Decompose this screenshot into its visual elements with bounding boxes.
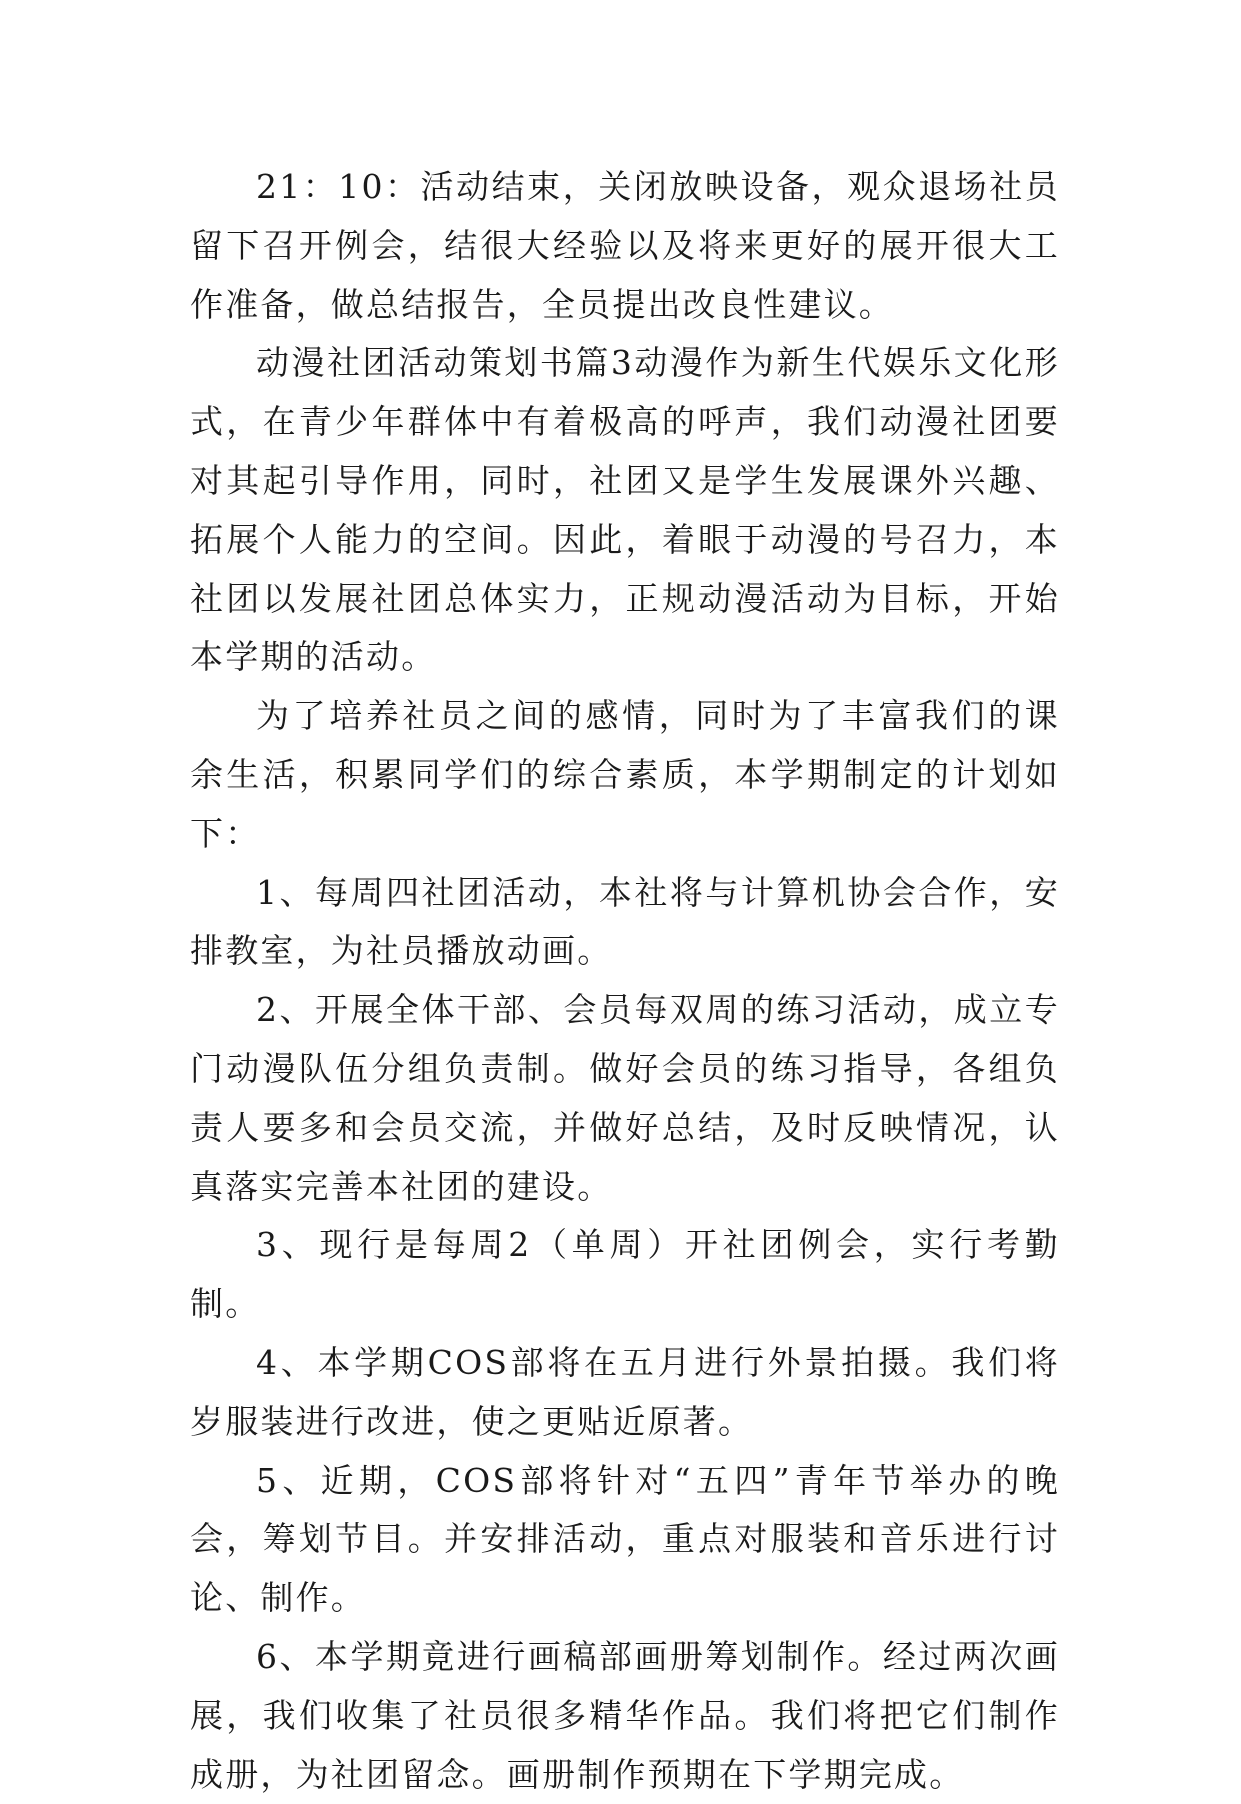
document-body: [190, 158, 1060, 1804]
paragraph-item-3: 3、现行是每周2（单周）开社团例会，实行考勤制。: [190, 1225, 1060, 1324]
paragraph-plan-intro: 动漫社团活动策划书篇3动漫作为新生代娱乐文化形式，在青少年群体中有着极高的呼声，我们动漫社团要对其起引导作用，同时，社团又是学生发展课外兴趣、拓展个人能力的空间。因此，着眼于动漫的号召力，本社团以发展社团总体实力，正规动漫活动为目标，开始本学期的活动。: [190, 343, 1060, 677]
paragraph-item-2: 2、开展全体干部、会员每双周的练习活动，成立专门动漫队伍分组负责制。做好会员的练习指导，各组负责人要多和会员交流，并做好总结，及时反映情况，认真落实完善本社团的建设。: [190, 990, 1060, 1206]
paragraph-plan-purpose: 为了培养社员之间的感情，同时为了丰富我们的课余生活，积累同学们的综合素质，本学期制定的计划如下：: [190, 696, 1060, 853]
paragraph-item-1: 1、每周四社团活动，本社将与计算机协会合作，安排教室，为社员播放动画。: [190, 872, 1060, 971]
paragraph-item-4: 4、本学期COS部将在五月进行外景拍摄。我们将岁服装进行改进，使之更贴近原著。: [190, 1342, 1060, 1441]
paragraph-item-6: 6、本学期竟进行画稿部画册筹划制作。经过两次画展，我们收集了社员很多精华作品。我们将把它们制作成册，为社团留念。画册制作预期在下学期完成。: [190, 1636, 1060, 1794]
paragraph-activity-end: 21：10：活动结束，关闭放映设备，观众退场社员留下召开例会，结很大经验以及将来更好的展开很大工作准备，做总结报告，全员提出改良性建议。: [190, 167, 1060, 324]
paragraph-item-5: 5、近期，COS部将针对“五四”青年节举办的晚会，筹划节目。并安排活动，重点对服装和音乐进行讨论、制作。: [190, 1460, 1060, 1618]
